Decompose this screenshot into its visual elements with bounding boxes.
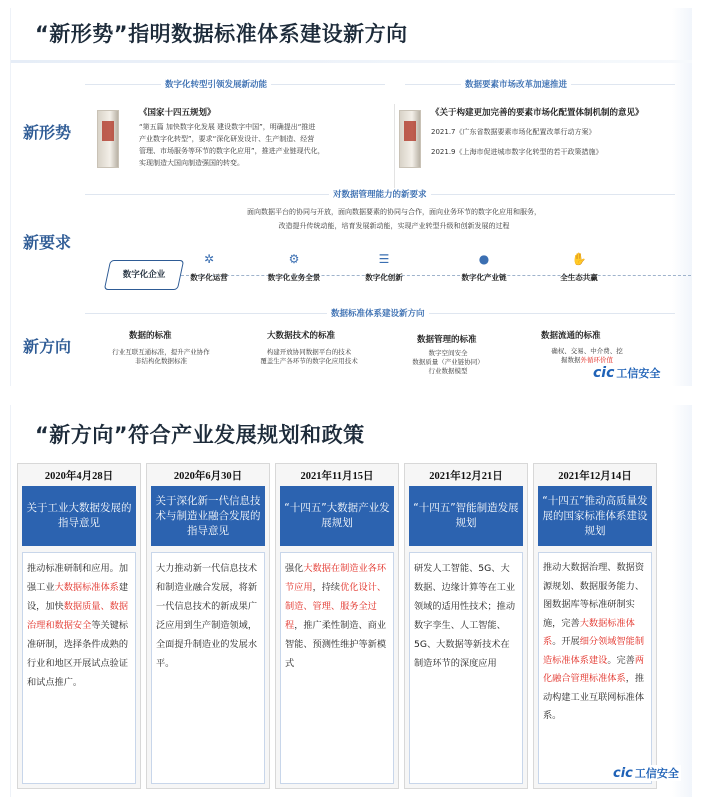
row-label-situation: 新形势 [23, 123, 72, 142]
list-item: 2021.7《广东省数据要素市场化配置改革行动方案》 [431, 128, 596, 136]
hub-label: 数字化企业 [122, 270, 166, 280]
decor-fade [672, 405, 692, 797]
direction-title: 数据流通的标准 [541, 331, 601, 341]
policy-panel [404, 463, 528, 789]
capability-node: ⚙ 数字化业务全景 [249, 252, 339, 283]
document-icon [97, 110, 119, 168]
slide-new-situation [10, 8, 692, 386]
requirements-heading: 对数据管理能力的新要求 [329, 188, 431, 200]
policy-body: 推动标准研制和应用。加强工业大数据标准体系建设，加快数据质量、数据治理和数据安全等关键标准研制，选择条件成熟的行业和地区开展试点验证和试点推广。 [22, 552, 136, 784]
capability-node: ● 数字化产业链 [439, 252, 529, 283]
direction-title: 数据管理的标准 [417, 335, 477, 345]
title-rule [11, 60, 692, 63]
direction-text: 确权、交易、中介费、挖 掘数据外循环价值 [551, 347, 623, 364]
policy-date: 2020年6月30日 [173, 471, 243, 482]
policy-date: 2020年4月28日 [44, 471, 114, 482]
policy-body: 大力推动新一代信息技术和制造业融合发展，将新一代信息技术的新成果广泛应用到生产制造领域，全面提升制造业的发展水平。 [151, 552, 265, 784]
handshake-icon: ✋ [571, 252, 587, 266]
policy-body: 推动大数据治理、数据资源规划、数据服务能力、图数据库等标准研制实施，完善大数据标准体系。开展细分领域智能制造标准体系建设。完善两化融合管理标准体系，推动构建工业互联网标准体系。 [538, 552, 652, 784]
section-divider [394, 104, 395, 190]
slide-new-direction [10, 405, 692, 797]
direction-title: 大数据技术的标准 [267, 331, 336, 341]
left-section-heading: 数字化转型引领发展新动能 [161, 78, 271, 90]
policy-title: 关于工业大数据发展的指导意见 [22, 486, 136, 546]
policy-panel [146, 463, 270, 789]
row-label-requirement: 新要求 [23, 233, 72, 252]
left-section-text: “第五篇 加快数字化发展 建设数字中国”，明确提出“推进 产业数字化转型”，要求“深化研发设计、生产制造、经营 管理、市场服务等环节的数字化应用”，推进产业链现代化， 实现制造大国向制造强国的转变。 [139, 123, 325, 167]
directions-heading: 数据标准体系建设新方向 [327, 307, 429, 319]
policy-date: 2021年12月14日 [558, 471, 632, 482]
right-section-list [431, 122, 681, 162]
slide-title: “新方向”符合产业发展规划和政策 [35, 423, 365, 447]
direction-text: 行业互联互通标准，提升产业协作 非结构化数据标准 [112, 348, 210, 365]
policy-title: “十四五”智能制造发展规划 [409, 486, 523, 546]
capability-node: ✋ 全生态共赢 [534, 252, 624, 283]
policy-body: 研发人工智能、5G、大数据、边缘计算等在工业领域的适用性技术；推动数字孪生、人工智能、5G、大数据等新技术在制造环节的深度应用 [409, 552, 523, 784]
requirements-text: 面向数据平台的协同与开放，面向数据要素的协同与合作，面向业务环节的数字化应用和服务， 改造提升传统动能，培育发展新动能，实现产业转型升级和创新发展的过程 [247, 208, 541, 230]
row-label-direction: 新方向 [23, 337, 72, 356]
policy-date: 2021年11月15日 [300, 471, 374, 482]
capability-node: ☰ 数字化创新 [339, 252, 429, 283]
policy-panel [275, 463, 399, 789]
direction-text: 数字空间安全 数据质量（产业链协同） 行业数据模型 [412, 349, 484, 375]
policy-panel [17, 463, 141, 789]
capability-node: ✲ 数字化运营 [164, 252, 254, 283]
person-icon: ● [478, 252, 490, 266]
direction-text: 构建开放协同数据平台的技术 覆盖生产各环节的数字化应用技术 [260, 348, 358, 365]
direction-title: 数据的标准 [129, 331, 172, 341]
server-icon: ☰ [378, 252, 390, 266]
decor-fade [672, 8, 692, 386]
highlight-text: 外循环价值 [580, 356, 613, 364]
chip-icon: ✲ [203, 252, 215, 266]
slide-title: “新形势”指明数据标准体系建设新方向 [35, 22, 408, 46]
document-icon [399, 110, 421, 168]
policy-title: “十四五”大数据产业发展规划 [280, 486, 394, 546]
right-section-heading: 数据要素市场改革加速推进 [461, 78, 571, 90]
policy-body: 强化大数据在制造业各环节应用，持续优化设计、制造、管理、服务全过程，推广柔性制造、商业智能、预测性维护等新模式 [280, 552, 394, 784]
policy-title: “十四五”推动高质量发展的国家标准体系建设规划 [538, 486, 652, 546]
left-doc-title: 《国家十四五规划》 [139, 108, 216, 118]
policy-date: 2021年12月21日 [429, 471, 503, 482]
cic-logo: cic 工信安全 [593, 365, 661, 381]
policy-panel [533, 463, 657, 789]
list-item: 2021.9《上海市促进城市数字化转型的若干政策措施》 [431, 148, 603, 156]
cic-logo: cic 工信安全 [613, 766, 679, 781]
right-doc-title: 《关于构建更加完善的要素市场化配置体制机制的意见》 [431, 108, 644, 118]
policy-title: 关于深化新一代信息技术与制造业融合发展的指导意见 [151, 486, 265, 546]
gears-icon: ⚙ [288, 252, 300, 266]
